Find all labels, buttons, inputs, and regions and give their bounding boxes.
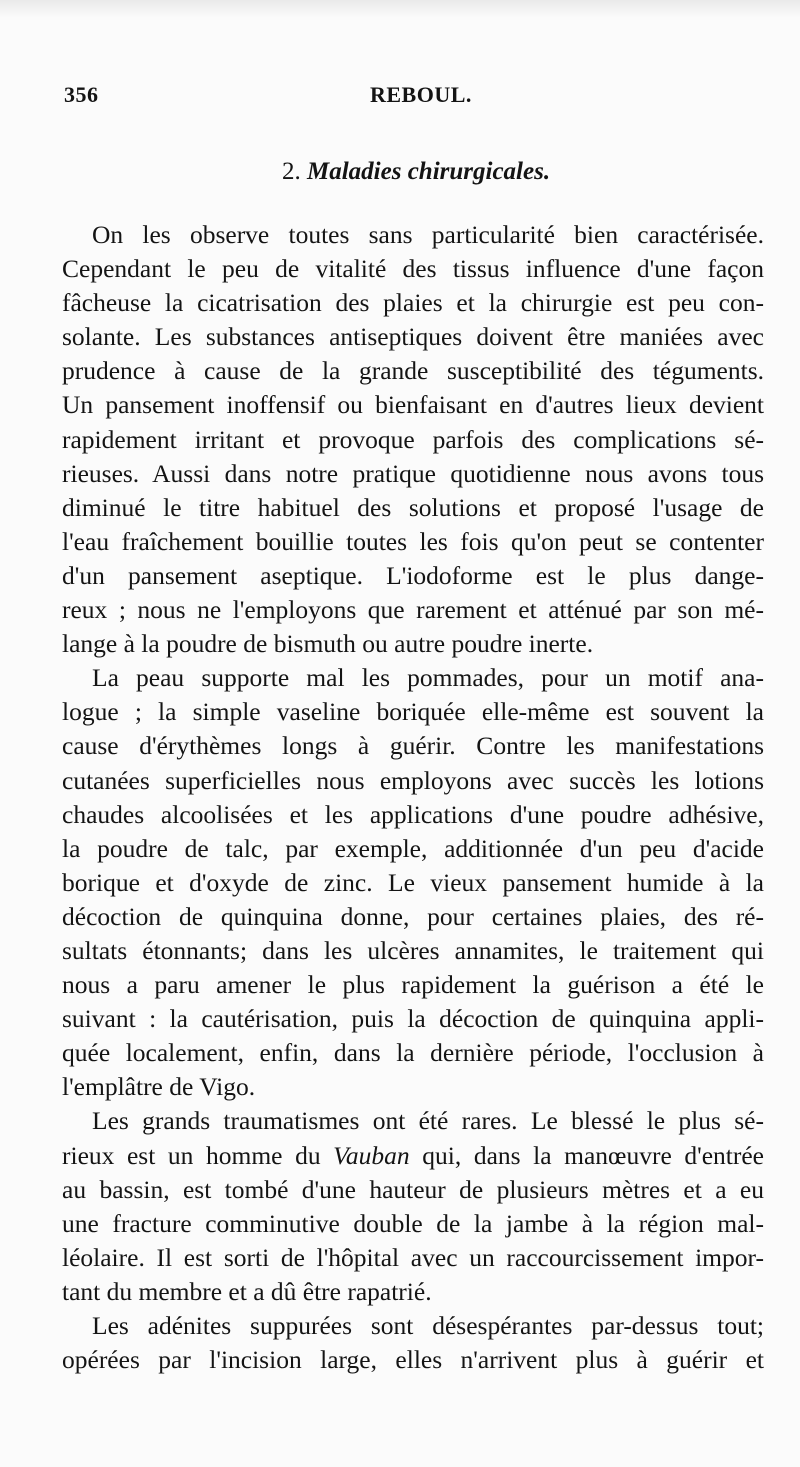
text-line: diminué le titre habituel des solutions et proposé l'usage de xyxy=(62,492,764,522)
text-line: logue ; la simple vaseline boriquée elle-même est souvent la xyxy=(62,697,764,727)
text-line: l'emplâtre de Vigo. xyxy=(62,1072,256,1102)
text-line: cutanées superficielles nous employons avec succès les lotions xyxy=(62,765,764,795)
section-heading xyxy=(282,158,550,186)
text-segment: qui, dans la manœuvre d'entrée xyxy=(409,1140,764,1170)
text-line: Les grands traumatismes ont été rares. Le blessé le plus sé- xyxy=(92,1106,764,1136)
text-line: borique et d'oxyde de zinc. Le vieux pansement humide à la xyxy=(62,867,764,897)
text-line: l'eau fraîchement bouillie toutes les fois qu'on peut se contenter xyxy=(62,526,764,556)
text-line: La peau supporte mal les pommades, pour un motif ana- xyxy=(92,663,764,693)
text-line: cause d'érythèmes longs à guérir. Contre les manifestations xyxy=(62,731,764,761)
text-line xyxy=(62,1139,764,1173)
text-line: léolaire. Il est sorti de l'hôpital avec un raccourcissement impor- xyxy=(62,1242,764,1272)
text-line: tant du membre et a dû être rapatrié. xyxy=(62,1276,432,1306)
section-title: Maladies chirurgicales. xyxy=(307,158,551,185)
text-line: On les observe toutes sans particularité bien caractérisée. xyxy=(92,220,764,249)
text-line: Un pansement inoffensif ou bienfaisant en d'autres lieux devient xyxy=(62,390,764,420)
text-line: solante. Les substances antiseptiques doivent être maniées avec xyxy=(62,322,764,352)
text-line: quée localement, enfin, dans la dernière période, l'occlusion à xyxy=(62,1038,764,1068)
text-line: Cependant le peu de vitalité des tissus influence d'une façon xyxy=(62,254,764,284)
running-title: REBOUL. xyxy=(370,82,472,107)
text-line: reux ; nous ne l'employons que rarement et atténué par son mé- xyxy=(62,595,764,625)
text-line: rieuses. Aussi dans notre pratique quotidienne nous avons tous xyxy=(62,458,764,488)
text-line: Les adénites suppurées sont désespérantes par-dessus tout; xyxy=(92,1311,764,1340)
scan-edge-shadow xyxy=(0,0,800,18)
text-line: décoction de quinquina donne, pour certaines plaies, des ré- xyxy=(62,901,764,931)
text-line: sultats étonnants; dans les ulcères annamites, le traitement qui xyxy=(62,935,764,965)
text-line: au bassin, est tombé d'une hauteur de plusieurs mètres et a eu xyxy=(62,1174,764,1204)
page-number: 356 xyxy=(64,82,99,107)
text-line: lange à la poudre de bismuth ou autre poudre inerte. xyxy=(62,629,594,659)
text-line: suivant : la cautérisation, puis la décoction de quinquina appli- xyxy=(62,1004,764,1034)
text-line: d'un pansement aseptique. L'iodoforme est le plus dange- xyxy=(62,560,764,590)
text-segment: rieux est un homme du xyxy=(62,1140,334,1170)
text-line: nous a paru amener le plus rapidement la guérison a été le xyxy=(62,970,764,1000)
text-line: chaudes alcoolisées et les applications d'une poudre adhésive, xyxy=(62,799,764,829)
text-line: prudence à cause de la grande susceptibilité des téguments. xyxy=(62,356,764,386)
text-line: une fracture comminutive double de la jambe à la région mal- xyxy=(62,1208,764,1238)
text-line: rapidement irritant et provoque parfois des complications sé- xyxy=(62,424,764,454)
body-text xyxy=(62,218,764,1377)
ship-name: Vauban xyxy=(333,1140,410,1170)
text-line: fâcheuse la cicatrisation des plaies et la chirurgie est peu con- xyxy=(62,288,764,318)
running-head xyxy=(64,82,764,112)
text-line: opérées par l'incision large, elles n'arrivent plus à guérir et xyxy=(62,1345,764,1375)
text-line: la poudre de talc, par exemple, additionnée d'un peu d'acide xyxy=(62,833,764,863)
section-number: 2. xyxy=(282,158,301,185)
